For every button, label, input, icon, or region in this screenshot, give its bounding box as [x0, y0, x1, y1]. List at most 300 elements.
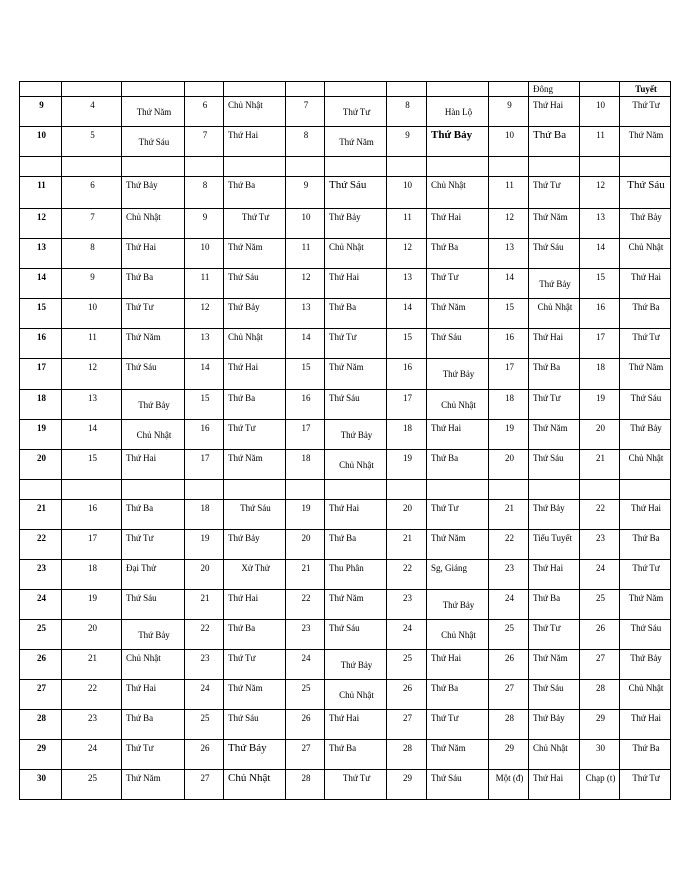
weekday-cell: Chủ Nhật: [620, 680, 671, 710]
weekday-cell: Thứ Sáu: [122, 359, 185, 390]
weekday-cell: Thứ Ba: [325, 299, 387, 329]
lunar-day-cell: 12: [286, 269, 325, 299]
weekday-cell: Thứ Năm: [224, 680, 286, 710]
lunar-day-cell: 14: [286, 329, 325, 359]
weekday-cell: Thứ Bảy: [620, 420, 671, 450]
lunar-day-cell: 27: [489, 680, 529, 710]
weekday-cell: Thứ Sáu: [325, 177, 387, 209]
weekday-cell: Chủ Nhật: [122, 420, 185, 450]
weekday-cell: Thứ Bảy: [122, 620, 185, 650]
lunar-day-cell: 26: [387, 680, 427, 710]
lunar-day-cell: 18: [286, 450, 325, 480]
lunar-day-cell: 24: [489, 590, 529, 620]
weekday-cell: Thứ Hai: [325, 710, 387, 740]
lunar-day-cell: 25: [489, 620, 529, 650]
weekday-cell: Thứ Ba: [620, 740, 671, 770]
table-row: [20, 359, 671, 390]
lunar-day-cell: 21: [489, 500, 529, 530]
lunar-day-cell: 24: [286, 650, 325, 680]
empty-cell: [620, 480, 671, 500]
weekday-cell: Thứ Tư: [620, 97, 671, 127]
weekday-cell: Chủ Nhật: [122, 650, 185, 680]
calendar-body: [20, 82, 671, 800]
lunar-day-cell: 29: [580, 710, 620, 740]
weekday-cell: Hàn Lộ: [427, 97, 489, 127]
day-number-cell: 21: [20, 500, 62, 530]
weekday-cell: Thứ Hai: [529, 97, 580, 127]
lunar-day-cell: 23: [489, 560, 529, 590]
lunar-day-cell: 28: [580, 680, 620, 710]
table-row: [20, 329, 671, 359]
table-row: [20, 177, 671, 209]
weekday-cell: Thứ Tư: [224, 650, 286, 680]
empty-cell: [529, 480, 580, 500]
weekday-cell: Thứ Bảy: [224, 740, 286, 770]
lunar-day-cell: 12: [387, 239, 427, 269]
weekday-cell: Thứ Năm: [529, 650, 580, 680]
weekday-cell: Thứ Hai: [620, 500, 671, 530]
weekday-cell: Thứ Tư: [529, 390, 580, 420]
lunar-day-cell: 11: [387, 209, 427, 239]
empty-cell: [427, 480, 489, 500]
lunar-day-cell: 7: [185, 127, 224, 157]
lunar-day-cell: 18: [62, 560, 122, 590]
weekday-cell: Thứ Hai: [122, 450, 185, 480]
lunar-day-cell: 15: [489, 299, 529, 329]
weekday-cell: Thứ Ba: [427, 450, 489, 480]
empty-cell: [185, 480, 224, 500]
weekday-cell: Thứ Năm: [427, 740, 489, 770]
lunar-day-cell: 13: [387, 269, 427, 299]
weekday-cell: Chủ Nhật: [224, 770, 286, 800]
lunar-day-cell: 19: [62, 590, 122, 620]
table-row: [20, 770, 671, 800]
empty-cell: [427, 157, 489, 177]
empty-cell: [20, 157, 62, 177]
weekday-cell: Thứ Tư: [224, 209, 286, 239]
lunar-day-cell: 19: [185, 530, 224, 560]
empty-cell: [62, 480, 122, 500]
weekday-cell: Thứ Sáu: [325, 620, 387, 650]
lunar-day-cell: 19: [286, 500, 325, 530]
day-number-cell: 13: [20, 239, 62, 269]
lunar-day-cell: 14: [387, 299, 427, 329]
weekday-cell: Chủ Nhật: [427, 620, 489, 650]
header-cell: [286, 82, 325, 97]
lunar-day-cell: 19: [580, 390, 620, 420]
lunar-day-cell: 24: [62, 740, 122, 770]
weekday-cell: Thứ Năm: [620, 359, 671, 390]
weekday-cell: Thứ Sáu: [224, 710, 286, 740]
day-number-cell: 12: [20, 209, 62, 239]
day-number-cell: 20: [20, 450, 62, 480]
weekday-cell: Thứ Hai: [529, 770, 580, 800]
table-row: [20, 269, 671, 299]
lunar-day-cell: 25: [185, 710, 224, 740]
table-row: [20, 530, 671, 560]
weekday-cell: Chủ Nhật: [122, 209, 185, 239]
weekday-cell: Thứ Hai: [427, 209, 489, 239]
table-row: [20, 680, 671, 710]
weekday-cell: Thứ Hai: [620, 269, 671, 299]
lunar-day-cell: 20: [62, 620, 122, 650]
lunar-day-cell: 21: [185, 590, 224, 620]
lunar-day-cell: 28: [387, 740, 427, 770]
day-number-cell: 29: [20, 740, 62, 770]
lunar-day-cell: 9: [387, 127, 427, 157]
header-cell: [387, 82, 427, 97]
lunar-day-cell: 29: [489, 740, 529, 770]
table-row: [20, 127, 671, 157]
weekday-cell: Thứ Sáu: [529, 450, 580, 480]
lunar-day-cell: 20: [185, 560, 224, 590]
lunar-day-cell: 13: [286, 299, 325, 329]
weekday-cell: Thứ Ba: [620, 299, 671, 329]
lunar-day-cell: 22: [62, 680, 122, 710]
lunar-day-cell: 9: [489, 97, 529, 127]
weekday-cell: Thứ Năm: [529, 209, 580, 239]
weekday-cell: Thứ Tư: [620, 329, 671, 359]
lunar-day-cell: 17: [286, 420, 325, 450]
weekday-cell: Thứ Hai: [122, 239, 185, 269]
lunar-day-cell: 21: [62, 650, 122, 680]
weekday-cell: Thứ Bảy: [122, 390, 185, 420]
lunar-day-cell: 25: [580, 590, 620, 620]
empty-cell: [580, 480, 620, 500]
lunar-day-cell: 16: [185, 420, 224, 450]
day-number-cell: 26: [20, 650, 62, 680]
lunar-day-cell: 9: [185, 209, 224, 239]
weekday-cell: Thứ Bảy: [325, 420, 387, 450]
day-number-cell: 25: [20, 620, 62, 650]
weekday-cell: Thứ Ba: [529, 590, 580, 620]
weekday-cell: Thứ Ba: [122, 500, 185, 530]
lunar-day-cell: 13: [62, 390, 122, 420]
weekday-cell: Thứ Năm: [122, 329, 185, 359]
header-cell: [489, 82, 529, 97]
header-cell: Đông: [529, 82, 580, 97]
lunar-day-cell: 18: [387, 420, 427, 450]
lunar-day-cell: 8: [185, 177, 224, 209]
empty-cell: [489, 480, 529, 500]
lunar-day-cell: 5: [62, 127, 122, 157]
weekday-cell: Chủ Nhật: [529, 299, 580, 329]
header-cell: [185, 82, 224, 97]
lunar-day-cell: 19: [489, 420, 529, 450]
table-row: [20, 500, 671, 530]
lunar-day-cell: Một (đ): [489, 770, 529, 800]
weekday-cell: Thứ Hai: [122, 680, 185, 710]
lunar-day-cell: 26: [185, 740, 224, 770]
lunar-day-cell: 10: [580, 97, 620, 127]
lunar-day-cell: 11: [489, 177, 529, 209]
table-row: [20, 590, 671, 620]
weekday-cell: Thứ Tư: [529, 177, 580, 209]
weekday-cell: Thứ Ba: [529, 127, 580, 157]
lunar-day-cell: 23: [185, 650, 224, 680]
table-row: [20, 390, 671, 420]
empty-cell: [122, 157, 185, 177]
weekday-cell: Chủ Nhật: [325, 680, 387, 710]
lunar-day-cell: 21: [580, 450, 620, 480]
weekday-cell: Thứ Sáu: [122, 127, 185, 157]
lunar-day-cell: 20: [387, 500, 427, 530]
lunar-day-cell: 21: [387, 530, 427, 560]
lunar-day-cell: 27: [387, 710, 427, 740]
day-number-cell: 10: [20, 127, 62, 157]
lunar-day-cell: 23: [286, 620, 325, 650]
lunar-day-cell: 7: [62, 209, 122, 239]
lunar-day-cell: 10: [387, 177, 427, 209]
lunar-day-cell: 27: [185, 770, 224, 800]
lunar-day-cell: 13: [489, 239, 529, 269]
lunar-day-cell: 22: [489, 530, 529, 560]
weekday-cell: Thứ Năm: [529, 420, 580, 450]
header-cell: [580, 82, 620, 97]
weekday-cell: Thứ Năm: [427, 530, 489, 560]
weekday-cell: Thứ Năm: [325, 590, 387, 620]
table-row: [20, 450, 671, 480]
lunar-day-cell: 16: [489, 329, 529, 359]
lunar-day-cell: 17: [580, 329, 620, 359]
weekday-cell: Thứ Bảy: [427, 127, 489, 157]
empty-cell: [20, 480, 62, 500]
lunar-day-cell: 22: [580, 500, 620, 530]
lunar-day-cell: 15: [286, 359, 325, 390]
header-cell: [224, 82, 286, 97]
lunar-day-cell: 28: [286, 770, 325, 800]
lunar-day-cell: 10: [185, 239, 224, 269]
lunar-day-cell: 11: [62, 329, 122, 359]
weekday-cell: Chủ Nhật: [529, 740, 580, 770]
lunar-day-cell: 9: [286, 177, 325, 209]
lunar-day-cell: 26: [489, 650, 529, 680]
lunar-day-cell: 16: [387, 359, 427, 390]
lunar-day-cell: 15: [387, 329, 427, 359]
lunar-day-cell: 26: [286, 710, 325, 740]
lunar-day-cell: 10: [489, 127, 529, 157]
lunar-day-cell: 23: [580, 530, 620, 560]
day-number-cell: 9: [20, 97, 62, 127]
weekday-cell: Thứ Sáu: [620, 177, 671, 209]
weekday-cell: Thứ Hai: [529, 560, 580, 590]
weekday-cell: Thứ Tư: [122, 530, 185, 560]
lunar-day-cell: 4: [62, 97, 122, 127]
weekday-cell: Thứ Năm: [620, 590, 671, 620]
weekday-cell: Thứ Sáu: [122, 590, 185, 620]
weekday-cell: Thứ Năm: [325, 359, 387, 390]
lunar-day-cell: 19: [387, 450, 427, 480]
lunar-day-cell: 8: [286, 127, 325, 157]
lunar-day-cell: 22: [286, 590, 325, 620]
weekday-cell: Chủ Nhật: [620, 239, 671, 269]
lunar-day-cell: 20: [489, 450, 529, 480]
weekday-cell: Thứ Tư: [620, 560, 671, 590]
lunar-day-cell: 11: [580, 127, 620, 157]
lunar-day-cell: 17: [489, 359, 529, 390]
empty-cell: [185, 157, 224, 177]
spacer-row: [20, 480, 671, 500]
weekday-cell: Thứ Hai: [427, 420, 489, 450]
day-number-cell: 30: [20, 770, 62, 800]
lunar-day-cell: 9: [62, 269, 122, 299]
weekday-cell: Thứ Hai: [224, 127, 286, 157]
weekday-cell: Thứ Bảy: [122, 177, 185, 209]
empty-cell: [489, 157, 529, 177]
lunar-day-cell: Chạp (t): [580, 770, 620, 800]
lunar-day-cell: 16: [286, 390, 325, 420]
weekday-cell: Thứ Hai: [427, 650, 489, 680]
empty-cell: [529, 157, 580, 177]
empty-cell: [122, 480, 185, 500]
weekday-cell: Thứ Sáu: [620, 390, 671, 420]
lunar-day-cell: 13: [580, 209, 620, 239]
weekday-cell: Chủ Nhật: [224, 329, 286, 359]
table-row: [20, 420, 671, 450]
weekday-cell: Thứ Sáu: [620, 620, 671, 650]
weekday-cell: Thứ Ba: [224, 620, 286, 650]
weekday-cell: Thứ Hai: [529, 329, 580, 359]
weekday-cell: Thứ Ba: [529, 359, 580, 390]
lunar-day-cell: 23: [387, 590, 427, 620]
empty-cell: [387, 157, 427, 177]
weekday-cell: Thứ Sáu: [325, 390, 387, 420]
weekday-cell: Thứ Hai: [224, 590, 286, 620]
lunar-day-cell: 18: [489, 390, 529, 420]
lunar-day-cell: 15: [185, 390, 224, 420]
lunar-day-cell: 25: [387, 650, 427, 680]
table-row: [20, 209, 671, 239]
lunar-day-cell: 20: [286, 530, 325, 560]
lunar-day-cell: 10: [62, 299, 122, 329]
weekday-cell: Thứ Ba: [620, 530, 671, 560]
lunar-day-cell: 27: [286, 740, 325, 770]
weekday-cell: Thứ Sáu: [529, 680, 580, 710]
lunar-day-cell: 21: [286, 560, 325, 590]
weekday-cell: Chủ Nhật: [224, 97, 286, 127]
lunar-day-cell: 26: [580, 620, 620, 650]
weekday-cell: Thứ Tư: [122, 299, 185, 329]
weekday-cell: Thứ Ba: [122, 269, 185, 299]
lunar-day-cell: 17: [387, 390, 427, 420]
day-number-cell: 15: [20, 299, 62, 329]
lunar-day-cell: 6: [62, 177, 122, 209]
day-number-cell: 19: [20, 420, 62, 450]
weekday-cell: Thứ Bảy: [620, 209, 671, 239]
weekday-cell: Chủ Nhật: [427, 390, 489, 420]
header-cell: [122, 82, 185, 97]
lunar-day-cell: 12: [62, 359, 122, 390]
header-cell: Tuyết: [620, 82, 671, 97]
weekday-cell: Thứ Sáu: [529, 239, 580, 269]
lunar-day-cell: 18: [185, 500, 224, 530]
weekday-cell: Thứ Bảy: [620, 650, 671, 680]
day-number-cell: 18: [20, 390, 62, 420]
weekday-cell: Thứ Bảy: [529, 269, 580, 299]
weekday-cell: Thứ Hai: [224, 359, 286, 390]
weekday-cell: Thứ Sáu: [427, 770, 489, 800]
weekday-cell: Thứ Tư: [529, 620, 580, 650]
lunar-day-cell: 14: [489, 269, 529, 299]
lunar-day-cell: 30: [580, 740, 620, 770]
weekday-cell: Thứ Bảy: [224, 530, 286, 560]
lunar-day-cell: 25: [286, 680, 325, 710]
header-row: [20, 82, 671, 97]
lunar-day-cell: 15: [62, 450, 122, 480]
table-row: [20, 650, 671, 680]
lunar-day-cell: 11: [185, 269, 224, 299]
lunar-day-cell: 16: [580, 299, 620, 329]
lunar-day-cell: 10: [286, 209, 325, 239]
weekday-cell: Thứ Tư: [427, 710, 489, 740]
lunar-day-cell: 22: [387, 560, 427, 590]
weekday-cell: Thứ Tư: [325, 97, 387, 127]
header-cell: [325, 82, 387, 97]
day-number-cell: 14: [20, 269, 62, 299]
lunar-day-cell: 18: [580, 359, 620, 390]
weekday-cell: Thu Phân: [325, 560, 387, 590]
weekday-cell: Thứ Ba: [325, 740, 387, 770]
lunar-day-cell: 27: [580, 650, 620, 680]
table-row: [20, 710, 671, 740]
lunar-day-cell: 12: [489, 209, 529, 239]
weekday-cell: Thứ Tư: [620, 770, 671, 800]
day-number-cell: 17: [20, 359, 62, 390]
lunar-day-cell: 14: [185, 359, 224, 390]
weekday-cell: Thứ Tư: [224, 420, 286, 450]
weekday-cell: Thứ Năm: [122, 770, 185, 800]
empty-cell: [286, 480, 325, 500]
day-number-cell: 24: [20, 590, 62, 620]
header-cell: [62, 82, 122, 97]
weekday-cell: Chủ Nhật: [325, 450, 387, 480]
empty-cell: [224, 157, 286, 177]
spacer-row: [20, 157, 671, 177]
weekday-cell: Thứ Năm: [224, 239, 286, 269]
weekday-cell: Thứ Năm: [620, 127, 671, 157]
lunar-day-cell: 12: [185, 299, 224, 329]
empty-cell: [286, 157, 325, 177]
lunar-day-cell: 15: [580, 269, 620, 299]
weekday-cell: Thứ Bảy: [427, 590, 489, 620]
day-number-cell: 11: [20, 177, 62, 209]
weekday-cell: Thứ Năm: [224, 450, 286, 480]
lunar-day-cell: 8: [387, 97, 427, 127]
day-number-cell: 22: [20, 530, 62, 560]
lunar-day-cell: 24: [387, 620, 427, 650]
table-row: [20, 299, 671, 329]
lunar-day-cell: 22: [185, 620, 224, 650]
lunar-day-cell: 7: [286, 97, 325, 127]
header-cell: [427, 82, 489, 97]
weekday-cell: Thứ Năm: [122, 97, 185, 127]
empty-cell: [387, 480, 427, 500]
day-number-cell: 28: [20, 710, 62, 740]
lunar-day-cell: 16: [62, 500, 122, 530]
lunar-day-cell: 28: [489, 710, 529, 740]
weekday-cell: Xử Thử: [224, 560, 286, 590]
day-number-cell: 16: [20, 329, 62, 359]
weekday-cell: Thứ Bảy: [427, 359, 489, 390]
lunar-calendar-table: [19, 81, 671, 800]
lunar-day-cell: 8: [62, 239, 122, 269]
weekday-cell: Thứ Tư: [427, 500, 489, 530]
lunar-day-cell: 25: [62, 770, 122, 800]
weekday-cell: Thứ Hai: [325, 269, 387, 299]
empty-cell: [224, 480, 286, 500]
lunar-day-cell: 17: [62, 530, 122, 560]
table-row: [20, 560, 671, 590]
